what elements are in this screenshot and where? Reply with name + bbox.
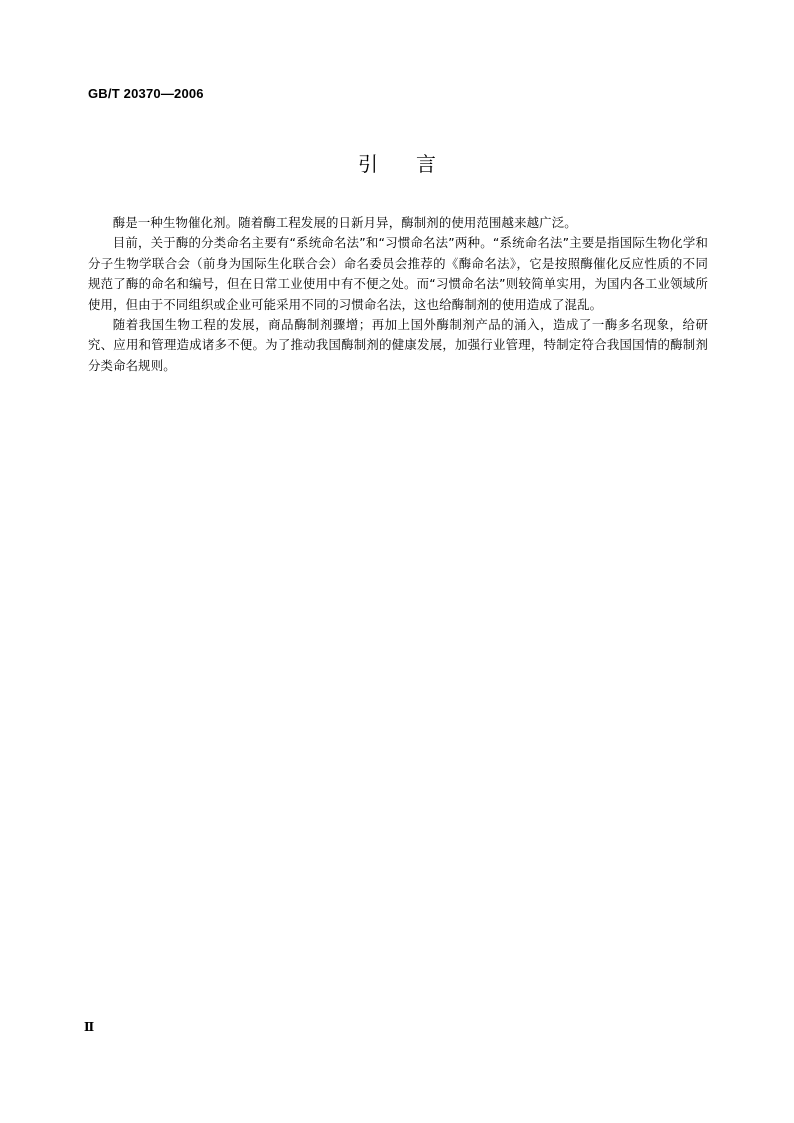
page-number: Ⅱ bbox=[84, 1020, 95, 1034]
standard-code: GB/T 20370—2006 bbox=[88, 86, 204, 101]
title-char-2: 言 bbox=[416, 152, 436, 176]
paragraph-1: 酶是一种生物催化剂。随着酶工程发展的日新月异，酶制剂的使用范围越来越广泛。 bbox=[112, 215, 577, 230]
paragraph-2: 目前，关于酶的分类命名主要有“系统命名法”和“习惯命名法”两种。“系统命名法”主要是指国际生物化学和分子生物学联合会（前身为国际生化联合会）命名委员会推荐的《酶命名法》，它是按照酶催化反应性质的不同规范了酶的命名和编号，但在日常工业使用中有不便之处。而“习惯命名法”则较简单实用，为国内各工业领域所使用，但由于不同组织或企业可能采用不同的习惯命名法，这也给酶制剂的使用造成了混乱。 bbox=[88, 235, 708, 312]
page-title bbox=[0, 150, 794, 178]
paragraph-3: 随着我国生物工程的发展，商品酶制剂骤增；再加上国外酶制剂产品的涌入，造成了一酶多名现象，给研究、应用和管理造成诸多不便。为了推动我国酶制剂的健康发展，加强行业管理，特制定符合我国国情的酶制剂分类命名规则。 bbox=[88, 317, 708, 373]
introduction-body bbox=[88, 213, 708, 376]
title-char-1: 引 bbox=[358, 152, 378, 176]
